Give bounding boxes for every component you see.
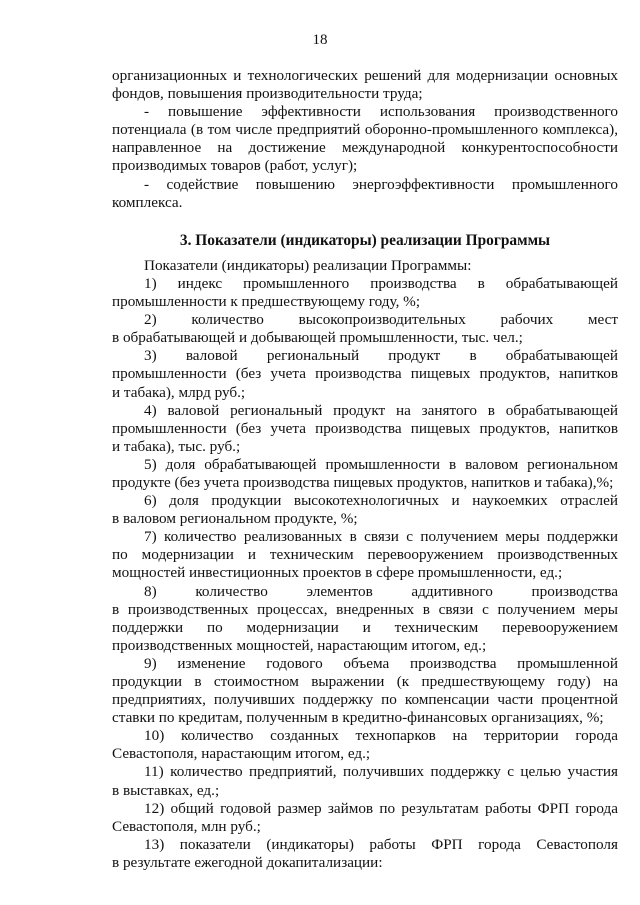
indicator-item: [112, 800, 618, 836]
text-line: - повышение эффективности использования производственного: [144, 103, 618, 121]
text-line: организационных и технологических решений для модернизации основных: [112, 67, 618, 84]
text-line: Севастополя, млн руб.;: [112, 817, 261, 835]
bullet-item: [112, 176, 618, 212]
text-line: промышленности к предшествующему году, %;: [112, 293, 421, 311]
text-line: 9) изменение годового объема производства промышленной: [144, 654, 618, 672]
text-line: направленное на достижение международной конкурентоспособности: [112, 139, 618, 157]
text-line: 3) валовой региональный продукт в обрабатывающей: [144, 347, 618, 365]
indicator-item: [112, 275, 618, 311]
indicator-item: [112, 402, 618, 456]
text-line: поддержки по модернизации и техническим перевооружением: [112, 618, 618, 636]
text-line: 6) доля продукции высокотехнологичных и наукоемких отраслей: [144, 492, 618, 510]
text-line: в производственных процессах, внедренных в связи с получением меры: [112, 600, 618, 618]
text-line: в выставках, ед.;: [112, 781, 220, 799]
text-line: 4) валовой региональный продукт на занятого в обрабатывающей: [144, 401, 618, 419]
indicator-item: [112, 763, 618, 799]
text-line: производственных мощностей, нарастающим итогом, ед.;: [112, 636, 487, 654]
text-line: Севастополя, нарастающим итогом, ед.;: [112, 745, 371, 763]
bullet-item: [112, 103, 618, 175]
text-line: по модернизации и техническим перевооружением производственных: [112, 546, 618, 564]
section-heading: 3. Показатели (индикаторы) реализации Программы: [179, 231, 551, 249]
text-line: продукции в стоимостном выражении (к предшествующему году) на: [112, 673, 618, 690]
indicator-item: [112, 492, 618, 528]
text-line: 1) индекс промышленного производства в обрабатывающей: [144, 274, 618, 292]
text-line: продукте (без учета производства пищевых продуктов, напитков и табака),%;: [112, 473, 614, 491]
text-line: 8) количество элементов аддитивного производства: [144, 582, 618, 600]
indicator-item: [112, 456, 618, 492]
text-line: и табака), тыс. руб.;: [112, 437, 241, 455]
text-line: 2) количество высокопроизводительных рабочих мест: [144, 311, 618, 329]
text-line: 10) количество созданных технопарков на территории города: [144, 727, 618, 745]
document-body: [112, 67, 618, 872]
text-line: комплекса.: [112, 193, 183, 211]
text-line: предприятиях, получивших поддержку по компенсации части процентной: [112, 691, 618, 709]
indicator-item: [112, 836, 618, 872]
text-line: в результате ежегодной докапитализации:: [112, 853, 383, 871]
indicator-item: [112, 727, 618, 763]
text-line: промышленности (без учета производства пищевых продуктов, напитков: [112, 419, 618, 437]
text-line: потенциала (в том числе предприятий оборонно-промышленного комплекса),: [112, 121, 618, 139]
text-line: и табака), млрд руб.;: [112, 383, 246, 401]
text-line: производимых товаров (работ, услуг);: [112, 157, 358, 175]
lead-paragraph: Показатели (индикаторы) реализации Программы:: [144, 256, 472, 274]
indicator-item: [112, 528, 618, 582]
text-line: мощностей инвестиционных проектов в сфере промышленности, ед.;: [112, 564, 563, 582]
indicator-item: [112, 347, 618, 401]
text-line: - содействие повышению энергоэффективности промышленного: [144, 175, 618, 193]
text-line: промышленности (без учета производства пищевых продуктов, напитков: [112, 365, 618, 383]
text-line: 7) количество реализованных в связи с получением меры поддержки: [144, 528, 618, 546]
page-number: 18: [312, 32, 328, 48]
text-line: 11) количество предприятий, получивших поддержку с целью участия: [144, 763, 618, 781]
text-line: 13) показатели (индикаторы) работы ФРП города Севастополя: [144, 835, 618, 853]
text-line: в валовом региональном продукте, %;: [112, 510, 358, 528]
indicator-item: [112, 311, 618, 347]
text-line: фондов, повышения производительности труда;: [112, 85, 423, 103]
indicator-item: [112, 583, 618, 655]
text-line: в обрабатывающей и добывающей промышленности, тыс. чел.;: [112, 329, 523, 347]
indicator-item: [112, 655, 618, 727]
text-line: 12) общий годовой размер займов по результатам работы ФРП города: [144, 799, 618, 817]
text-line: ставки по кредитам, полученным в кредитно-финансовых организациях, %;: [112, 709, 604, 727]
intro-paragraph: [112, 67, 618, 103]
text-line: 5) доля обрабатывающей промышленности в валовом региональном: [144, 455, 618, 473]
